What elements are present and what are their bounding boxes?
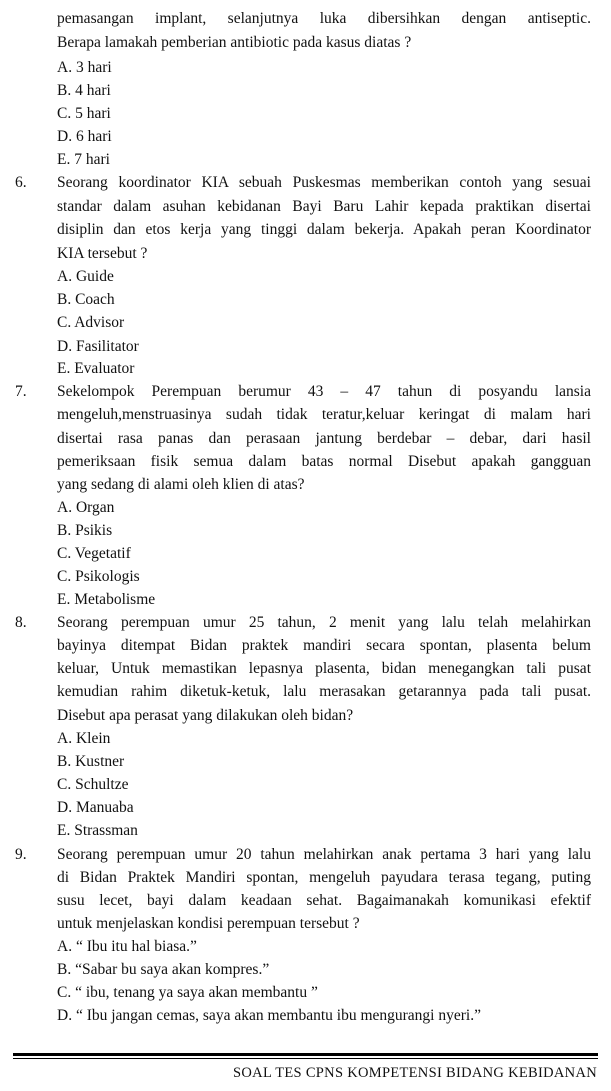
footer-rule bbox=[13, 1058, 598, 1059]
answer-option: A. “ Ibu itu hal biasa.” bbox=[57, 938, 197, 955]
answer-option: C. 5 hari bbox=[57, 105, 111, 122]
answer-option: C. Advisor bbox=[57, 314, 125, 331]
question-text-line: standar dalam asuhan kebidanan Bayi Baru Lahir kepada praktikan disertai bbox=[57, 198, 591, 215]
question-text-line: disertai rasa panas dan perasaan jantung berdebar – debar, dari hasil bbox=[57, 430, 591, 447]
question-text-line: keluar, Untuk memastikan lepasnya plasenta, bidan menegangkan tali pusat bbox=[57, 660, 591, 677]
question-text-line: di Bidan Praktek Mandiri spontan, mengeluh payudara terasa tegang, puting bbox=[57, 869, 591, 886]
question-text-line: Seorang perempuan umur 25 tahun, 2 menit yang lalu telah melahirkan bbox=[57, 614, 591, 631]
question-text-line: bayinya ditempat Bidan praktek mandiri secara spontan, plasenta belum bbox=[57, 637, 591, 654]
question-text-line: susu lecet, bayi dalam keadaan sehat. Bagaimanakah komunikasi efektif bbox=[57, 892, 591, 909]
question-text-line: Disebut apa perasat yang dilakukan oleh bidan? bbox=[57, 707, 354, 724]
answer-option: B. Coach bbox=[57, 291, 115, 308]
question-text-line: Seorang koordinator KIA sebuah Puskesmas memberikan contoh yang sesuai bbox=[57, 174, 591, 191]
answer-option: A. Guide bbox=[57, 268, 114, 285]
question-number: 9. bbox=[15, 846, 27, 863]
question-text-line: pemeriksaan fisik semua dalam batas normal Disebut apakah gangguan bbox=[57, 453, 591, 470]
answer-option: C. Vegetatif bbox=[57, 545, 131, 562]
answer-option: E. Strassman bbox=[57, 822, 138, 839]
question-text-line: kemudian rahim diketuk-ketuk, lalu merasakan getarannya pada tali pusat. bbox=[57, 683, 591, 700]
answer-option: D. “ Ibu jangan cemas, saya akan membantu ibu mengurangi nyeri.” bbox=[57, 1007, 481, 1024]
question-text-line: mengeluh,menstruasinya sudah tidak teratur,keluar keringat di malam hari bbox=[57, 406, 591, 423]
question-text-line: Berapa lamakah pemberian antibiotic pada kasus diatas ? bbox=[57, 34, 412, 51]
answer-option: D. 6 hari bbox=[57, 128, 112, 145]
question-text-line: KIA tersebut ? bbox=[57, 245, 148, 262]
question-number: 6. bbox=[15, 174, 27, 191]
answer-option: B. Kustner bbox=[57, 753, 125, 770]
question-text-line: yang sedang di alami oleh klien di atas? bbox=[57, 476, 305, 493]
answer-option: D. Fasilitator bbox=[57, 338, 139, 355]
answer-option: E. 7 hari bbox=[57, 151, 110, 168]
answer-option: A. Organ bbox=[57, 499, 115, 516]
answer-option: B. Psikis bbox=[57, 522, 113, 539]
answer-option: A. 3 hari bbox=[57, 59, 112, 76]
answer-option: C. Psikologis bbox=[57, 568, 140, 585]
footer-rule bbox=[13, 1053, 598, 1056]
answer-option: E. Metabolisme bbox=[57, 591, 156, 608]
question-text-line: Seorang perempuan umur 20 tahun melahirkan anak pertama 3 hari yang lalu bbox=[57, 846, 591, 863]
answer-option: E. Evaluator bbox=[57, 360, 135, 377]
question-number: 8. bbox=[15, 614, 27, 631]
question-text-line: Sekelompok Perempuan berumur 43 – 47 tahun di posyandu lansia bbox=[57, 383, 591, 400]
answer-option: B. 4 hari bbox=[57, 82, 111, 99]
question-number: 7. bbox=[15, 383, 27, 400]
answer-option: A. Klein bbox=[57, 730, 111, 747]
answer-option: D. Manuaba bbox=[57, 799, 134, 816]
question-text-line: pemasangan implant, selanjutnya luka dibersihkan dengan antiseptic. bbox=[57, 10, 591, 27]
question-text-line: disiplin dan etos kerja yang tinggi dalam bekerja. Apakah peran Koordinator bbox=[57, 221, 591, 238]
question-text-line: untuk menjelaskan kondisi perempuan tersebut ? bbox=[57, 915, 360, 932]
answer-option: C. Schultze bbox=[57, 776, 129, 793]
answer-option: B. “Sabar bu saya akan kompres.” bbox=[57, 961, 270, 978]
page-footer: SOAL TES CPNS KOMPETENSI BIDANG KEBIDANAN bbox=[233, 1065, 597, 1081]
answer-option: C. “ ibu, tenang ya saya akan membantu ” bbox=[57, 984, 318, 1001]
